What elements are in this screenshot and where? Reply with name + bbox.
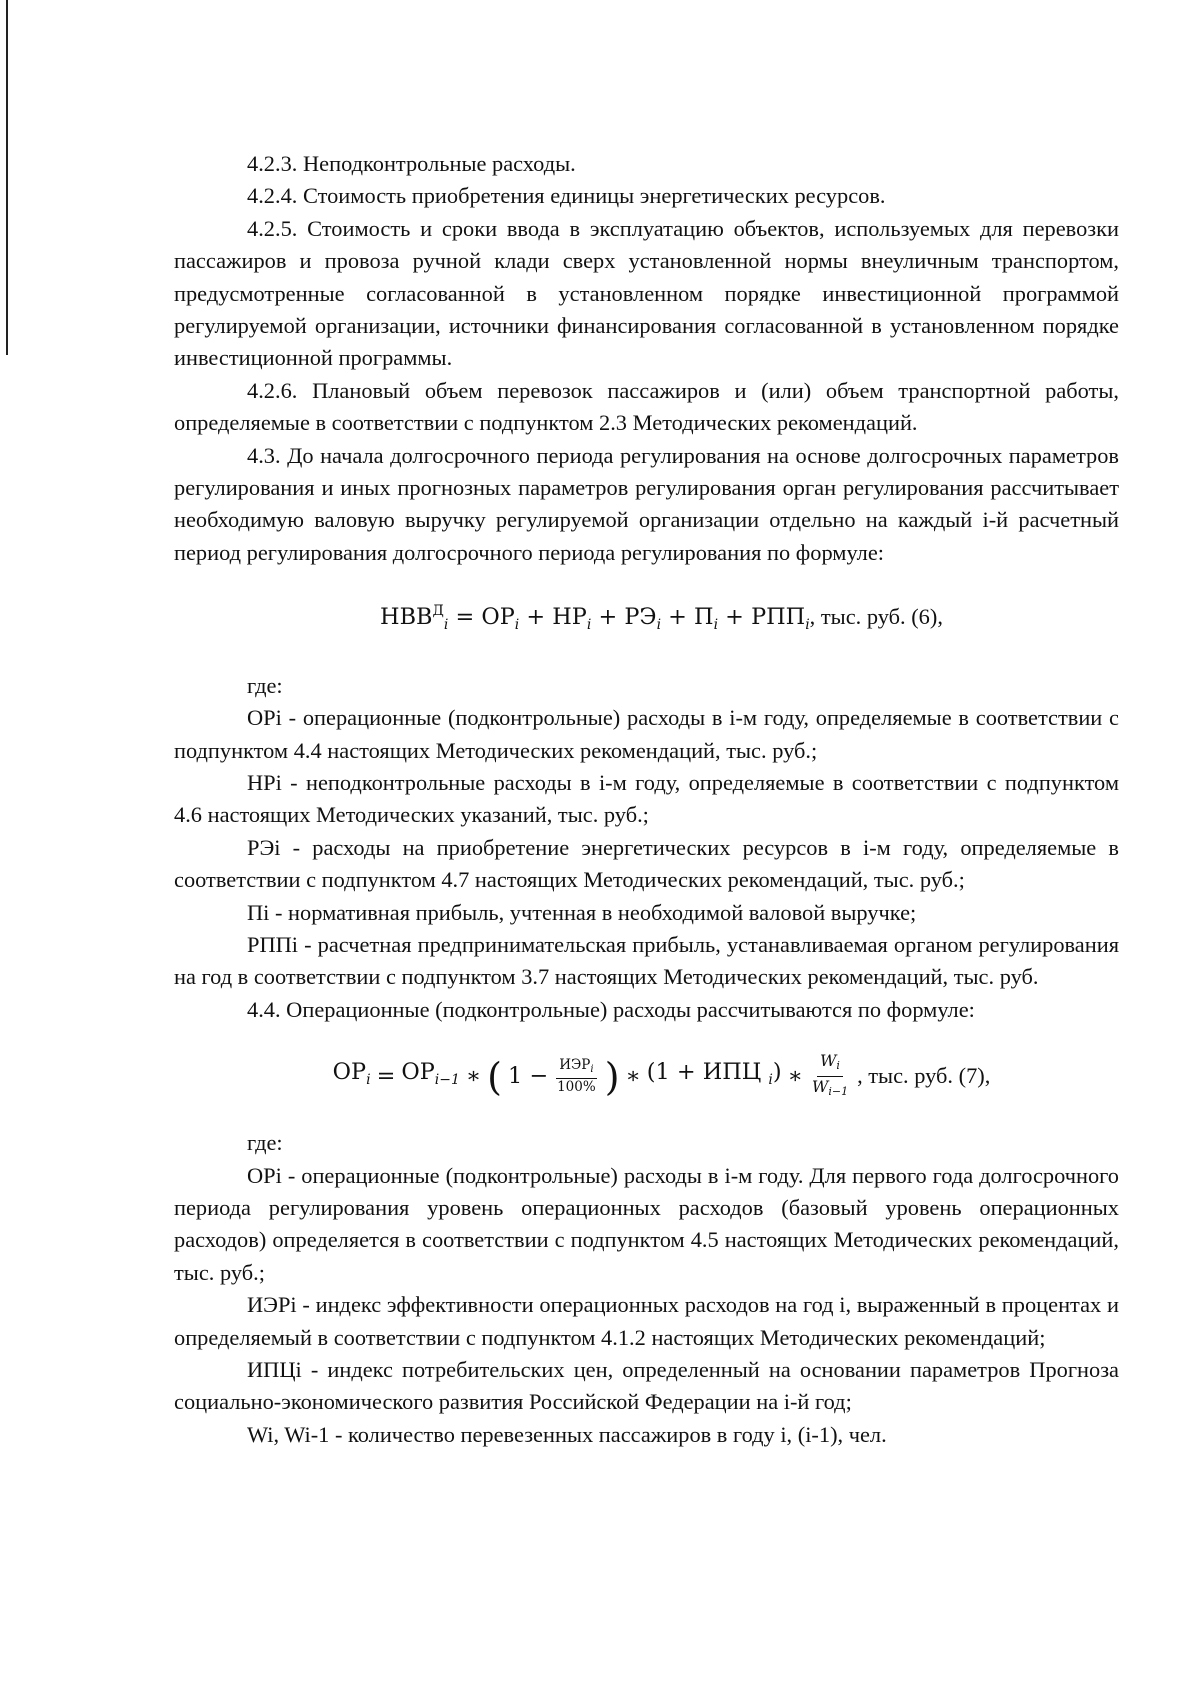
paragraph-4-4: 4.4. Операционные (подконтрольные) расходы рассчитываются по формуле: [247, 996, 975, 1022]
formula-7 [174, 1052, 1119, 1101]
formula6-plus: + [519, 604, 553, 631]
formula6-t1-index: i [514, 617, 520, 634]
formula7-eq: = [376, 1063, 396, 1090]
formula7-mul: ∗ [625, 1063, 641, 1090]
formula7-mul: ∗ [787, 1063, 803, 1090]
frac-ier-den: 100% [557, 1079, 596, 1096]
frac-ier-num [556, 1058, 596, 1079]
where-label-1: где: [247, 672, 283, 698]
document-body [174, 148, 1119, 1451]
formula6-t3: РЭ [624, 604, 657, 631]
definition-re: РЭi - расходы на приобретение энергетических ресурсов в i-м году, определяемые в соответствии с подпунктом 4.7 настоящих Методических рекомендаций, тыс. руб.; [174, 834, 1119, 893]
formula7-prev [401, 1056, 460, 1096]
formula6-plus: + [591, 604, 625, 631]
formula6-t4-index: i [713, 617, 719, 634]
formula7-frac-ier [554, 1058, 599, 1095]
formula6-lhs-index: i [443, 617, 449, 634]
formula6-t5-index: i [805, 617, 810, 634]
formula6-tail: , тыс. руб. (6), [809, 604, 943, 630]
definition-or-2: ОРi - операционные (подконтрольные) расходы в i-м году. Для первого года долгосрочного периода регулирования уровень операционных расходов (базовый уровень операционных расходов) определяется в соответствии с подпунктом 4.5 настоящих Методических рекомендаций, тыс. руб.; [174, 1162, 1119, 1285]
where-label-2: где: [247, 1130, 283, 1156]
frac-w-num-index: i [836, 1059, 840, 1073]
formula7-prev-text: ОР [401, 1059, 435, 1086]
formula-6 [174, 595, 1119, 641]
frac-w-num [817, 1052, 843, 1077]
formula7-tail: , тыс. руб. (7), [857, 1063, 991, 1089]
formula6-lhs: НВВ [380, 604, 433, 631]
formula7-mul: ∗ [465, 1063, 482, 1090]
formula6-t2-index: i [586, 617, 592, 634]
formula6-lhs-sup: Д [432, 603, 444, 620]
formula7-ipc-index: i [768, 1072, 773, 1089]
formula6-plus: + [718, 604, 752, 631]
formula7-ipc-close: ) [772, 1059, 782, 1086]
paragraph-4-2-5: 4.2.5. Стоимость и сроки ввода в эксплуатацию объектов, используемых для перевозки пассажиров и провоза ручной клади сверх установленной нормы внеуличным транспортом, предусмотренные согласованной в установленном порядке инвестиционной программой регулируемой организации, источники финансирования согласованной в установленном порядке инвестиционной программы. [174, 215, 1119, 371]
definition-or: ОРi - операционные (подконтрольные) расходы в i-м году, определяемые в соответствии с подпунктом 4.4 настоящих Методических рекомендаций, тыс. руб.; [174, 705, 1119, 763]
formula6-eq: = [448, 604, 482, 631]
definition-ipc: ИПЦi - индекс потребительских цен, определенный на основании параметров Прогноза социально-экономического развития Российской Федерации на i-й год; [174, 1357, 1119, 1415]
definition-p: Пi - нормативная прибыль, учтенная в необходимой валовой выручке; [247, 899, 917, 925]
frac-w-den [809, 1077, 851, 1101]
formula7-open-paren: ( [487, 1054, 502, 1099]
formula6-plus: + [661, 604, 695, 631]
formula7-one-minus: 1 − [507, 1063, 549, 1090]
formula7-one-plus: (1 + ИПЦ [646, 1059, 769, 1086]
formula6-t1: ОР [481, 604, 515, 631]
formula7-lhs-text: ОР [332, 1059, 367, 1086]
definition-ier: ИЭРi - индекс эффективности операционных расходов на год i, выраженный в процентах и определяемый в соответствии с подпунктом 4.1.2 настоящих Методических рекомендаций; [174, 1292, 1119, 1350]
definition-rpp: РППi - расчетная предпринимательская прибыль, устанавливаемая органом регулирования на год в соответствии с подпунктом 3.7 настоящих Методических рекомендаций, тыс. руб. [174, 931, 1119, 990]
scan-margin-line [6, 0, 8, 355]
formula6-t5: РПП [751, 604, 806, 631]
definition-w: Wi, Wi-1 - количество перевезенных пассажиров в году i, (i-1), чел. [247, 1421, 887, 1447]
frac-w-den-text: W [811, 1077, 829, 1097]
frac-ier-num-text: ИЭР [559, 1057, 591, 1074]
formula7-lhs [333, 1056, 371, 1096]
paragraph-4-2-6: 4.2.6. Плановый объем перевозок пассажиров и (или) объем транспортной работы, определяемые в соответствии с подпунктом 2.3 Методических рекомендаций. [174, 377, 1119, 436]
frac-w-num-text: W [819, 1051, 837, 1071]
formula7-lhs-index: i [366, 1072, 371, 1089]
paragraph-4-3: 4.3. До начала долгосрочного периода регулирования на основе долгосрочных параметров регулирования и иных прогнозных параметров регулирования орган регулирования рассчитывает необходимую валовую выручку регулируемой организации отдельно на каждый i-й расчетный период регулирования долгосрочного периода регулирования по формуле: [174, 442, 1119, 565]
paragraph-4-2-4: 4.2.4. Стоимость приобретения единицы энергетических ресурсов. [247, 183, 886, 209]
definition-nr: НРi - неподконтрольные расходы в i-м году, определяемые в соответствии с подпунктом 4.6 настоящих Методических указаний, тыс. руб.; [174, 769, 1119, 828]
frac-ier-num-index: i [590, 1064, 594, 1076]
formula6-t3-index: i [656, 617, 662, 634]
paragraph-4-2-3: 4.2.3. Неподконтрольные расходы. [247, 151, 576, 176]
formula7-close-paren: ) [604, 1054, 620, 1099]
formula7-prev-index: i−1 [434, 1072, 460, 1089]
formula6-t4: П [694, 604, 714, 631]
frac-w-den-index: i−1 [828, 1085, 849, 1099]
formula7-frac-w [809, 1052, 851, 1101]
formula7-ipc [647, 1056, 782, 1096]
formula6-t2: НР [552, 604, 587, 631]
